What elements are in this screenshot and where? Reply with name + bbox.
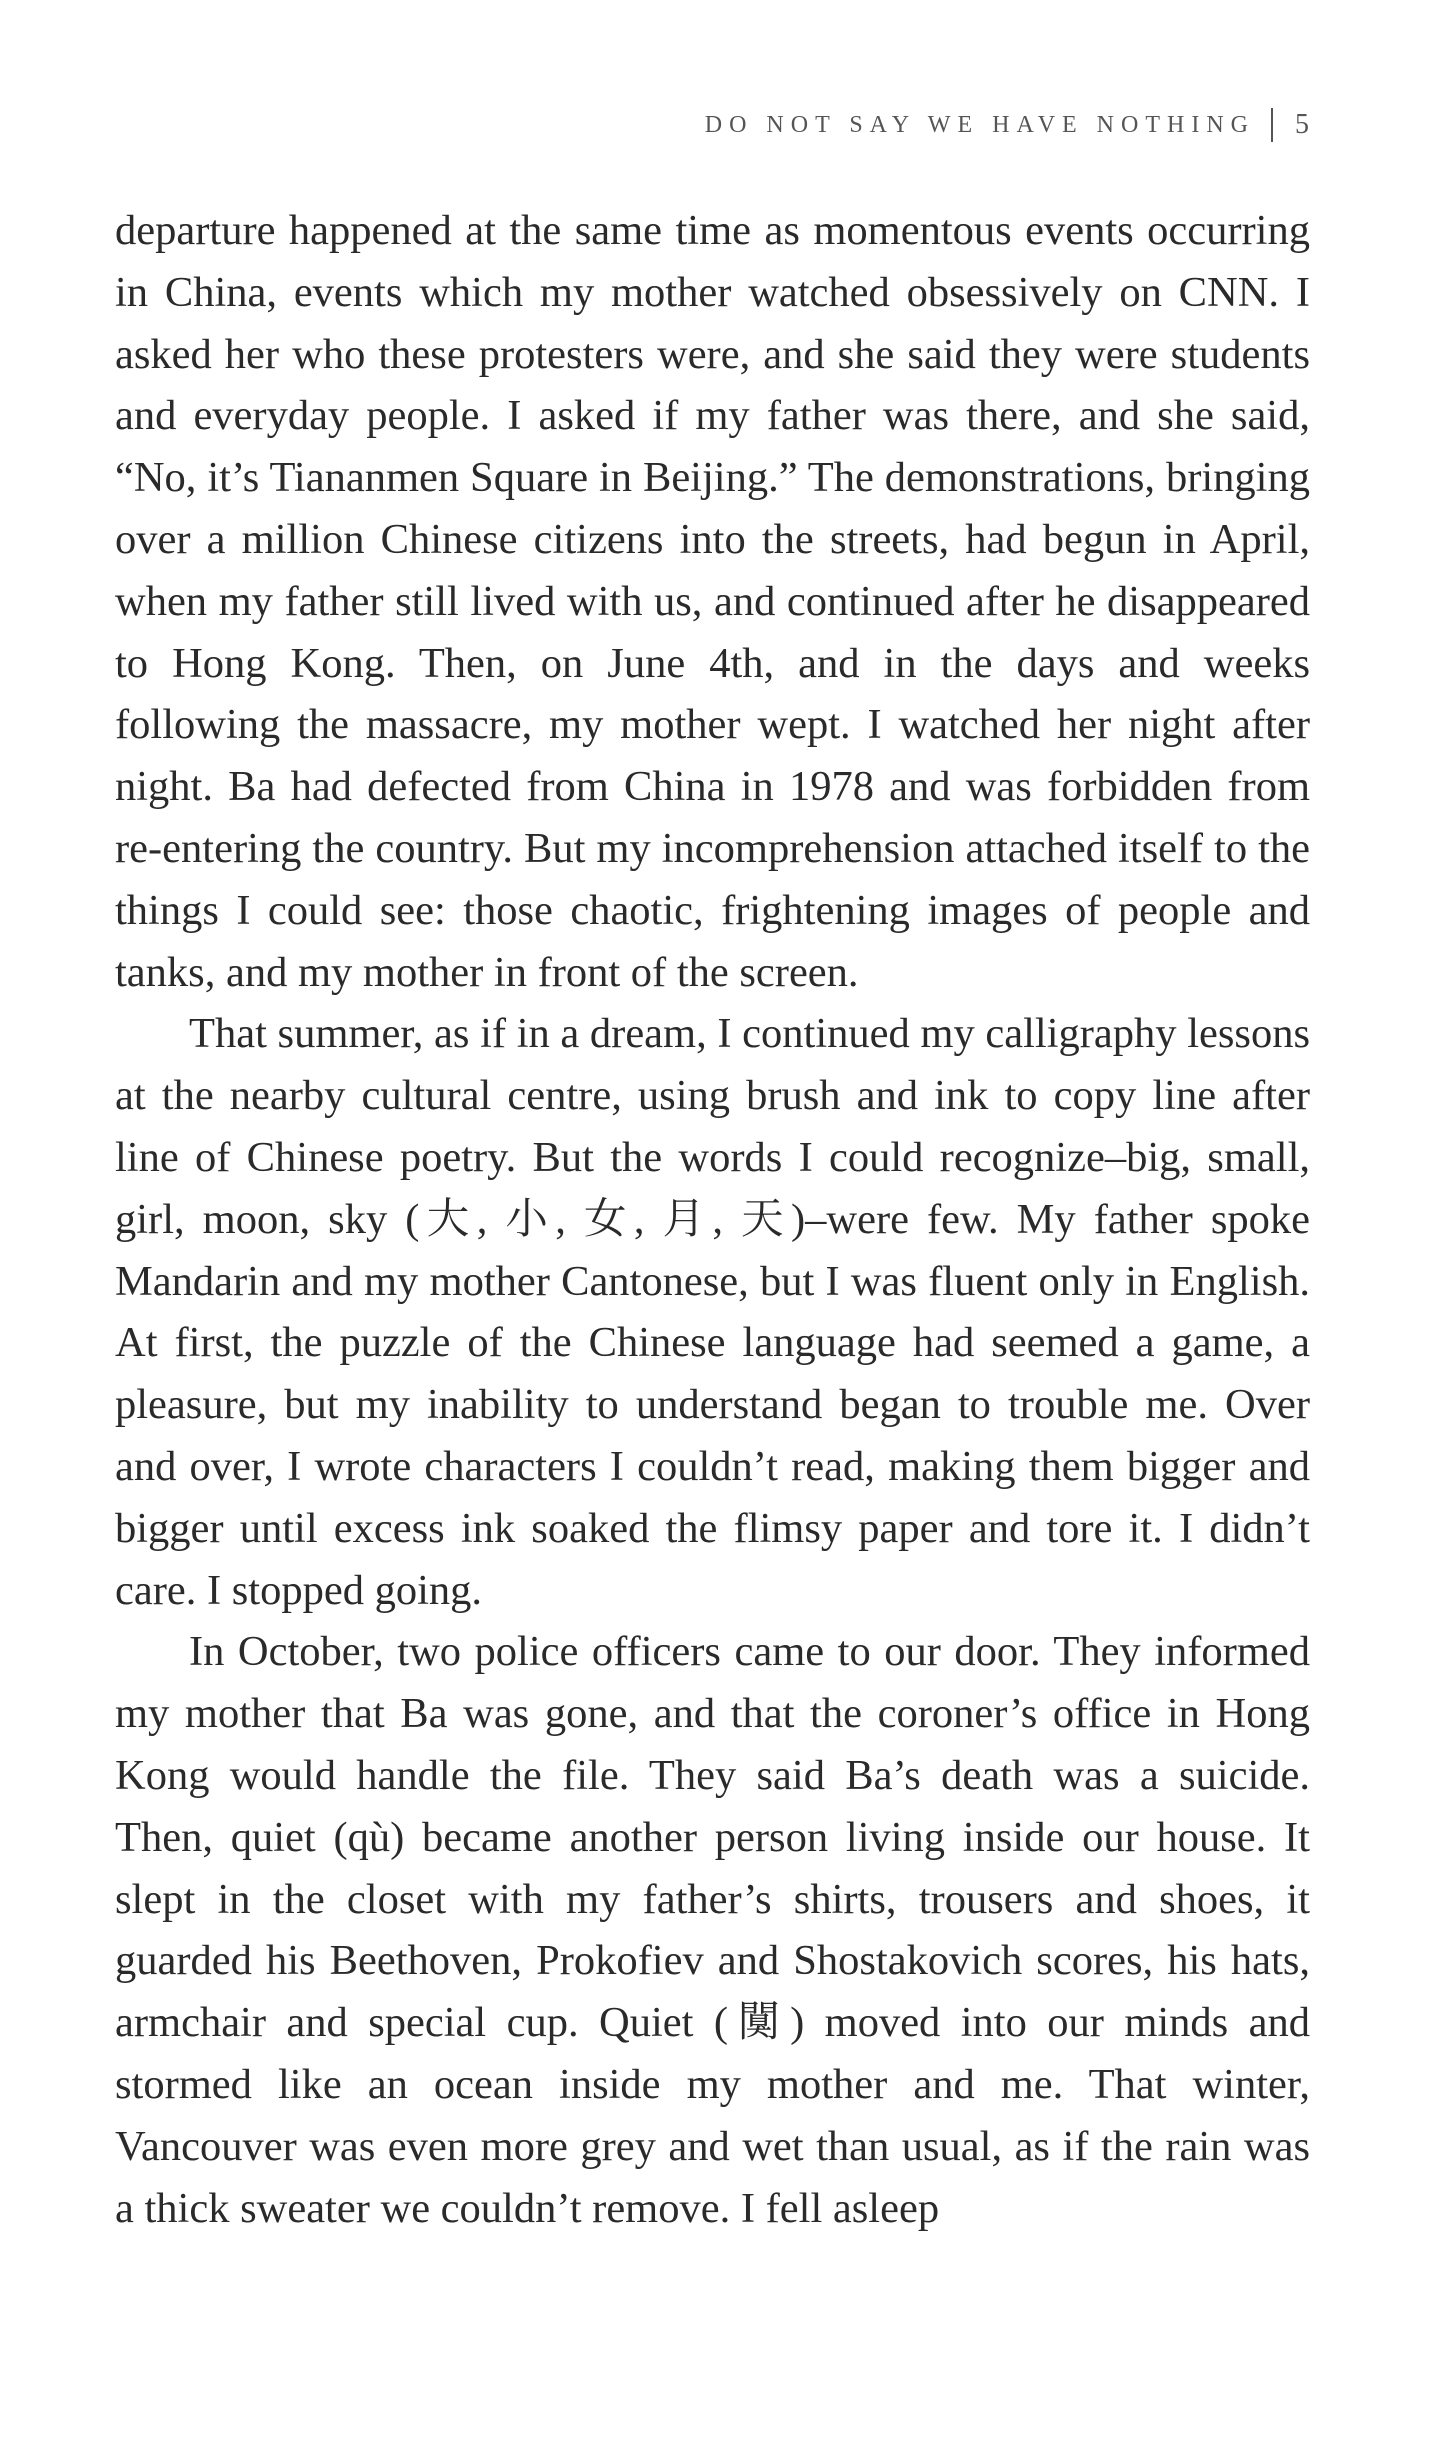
body-text (115, 200, 1310, 2239)
paragraph: departure happened at the same time as momentous events occurring in China, events which my mother watched obsessively on CNN. I asked her who these protesters were, and she said they were students and everyday people. I asked if my father was there, and she said, “No, it’s Tiananmen Square in Beijing.” The demonstrations, bringing over a million Chinese citizens into the streets, had begun in April, when my father still lived with us, and continued after he disappeared to Hong Kong. Then, on June 4th, and in the days and weeks following the massacre, my mother wept. I watched her night after night. Ba had defected from China in 1978 and was forbidden from re-entering the country. But my incomprehension attached itself to the things I could see: those chaotic, frightening images of people and tanks, and my mother in front of the screen. (115, 207, 1310, 996)
running-title: DO NOT SAY WE HAVE NOTHING (704, 111, 1255, 138)
running-head (705, 108, 1309, 142)
paragraph: In October, two police officers came to our door. They informed my mother that Ba was gone, and that the coroner’s office in Hong Kong would handle the file. They said Ba’s death was a suicide. Then, quiet (qù) became another person living inside our house. It slept in the closet with my father’s shirts, trousers and shoes, it guarded his Beethoven, Prokofiev and Shostakovich scores, his hats, armchair and special cup. Quiet (闃) moved into our minds and stormed like an ocean inside my mother and me. That winter, Vancouver was even more grey and wet than usual, as if the rain was a thick sweater we couldn’t remove. I fell asleep (115, 1628, 1310, 2232)
header-separator (1271, 108, 1273, 142)
page-number: 5 (1295, 109, 1309, 140)
paragraph: That summer, as if in a dream, I continued my calligraphy lessons at the nearby cultural centre, using brush and ink to copy line after line of Chinese poetry. But the words I could recognize–big, small, girl, moon, sky (大, 小, 女, 月, 天)–were few. My father spoke Mandarin and my mother Cantonese, but I was fluent only in English. At first, the puzzle of the Chinese language had seemed a game, a pleasure, but my inability to understand began to trouble me. Over and over, I wrote characters I couldn’t read, making them bigger and bigger until excess ink soaked the flimsy paper and tore it. I didn’t care. I stopped going. (115, 1010, 1310, 1614)
